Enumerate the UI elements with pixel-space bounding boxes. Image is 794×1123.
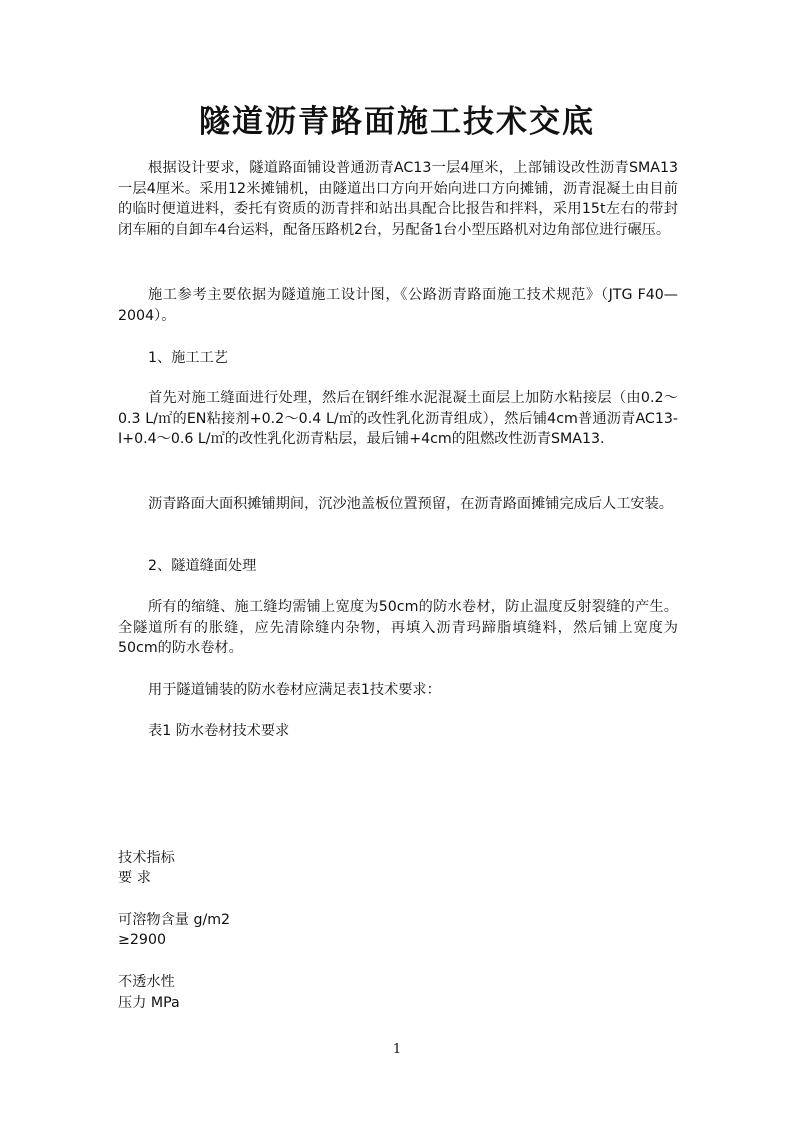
table-cell-pressure: 压力 MPa [118,995,180,1011]
page-number: 1 [392,1042,402,1057]
table-cell-header-requirement: 要 求 [118,870,151,886]
paragraph-sand-pit-cover: 沥青路面大面积摊铺期间，沉沙池盖板位置预留，在沥青路面摊铺完成后人工安装。 [148,496,673,512]
table-cell-soluble-content: 可溶物含量 g/m2 [118,912,231,928]
section-heading-joint-treatment: 2、隧道缝面处理 [148,558,257,574]
paragraph-process-steps: 首先对施工缝面进行处理，然后在钢纤维水泥混凝土面层上加防水粘接层（由0.2～0.3 L/㎡的EN粘接剂+0.2～0.4 L/㎡的改性乳化沥青组成），然后铺4cm普通沥青AC13-I+0.4～0.6 L/㎡的改性乳化沥青粘层，最后铺+4cm的阻燃改性沥青SMA13. [118,390,678,447]
paragraph-references: 施工参考主要依据为隧道施工设计图，《公路沥青路面施工技术规范》（JTG F40—2004）。 [118,287,678,324]
table-cell-header-indicator: 技术指标 [118,850,175,866]
paragraph-design-requirements: 根据设计要求，隧道路面铺设普通沥青AC13一层4厘米，上部铺设改性沥青SMA13一层4厘米。采用12米摊铺机，由隧道出口方向开始向进口方向摊铺，沥青混凝土由目前的临时便道进料，委托有资质的沥青拌和站出具配合比报告和拌料，采用15t左右的带封闭车厢的自卸车4台运料，配备压路机2台，另配备1台小型压路机对边角部位进行碾压。 [118,160,678,238]
section-heading-construction-process: 1、施工工艺 [148,350,228,366]
table-cell-soluble-content-value: ≥2900 [118,932,166,948]
table-caption: 表1 防水卷材技术要求 [148,723,290,739]
paragraph-membrane-requirement: 用于隧道铺装的防水卷材应满足表1技术要求： [148,682,441,698]
table-cell-impermeability: 不透水性 [118,974,175,990]
document-title: 隧道沥青路面施工技术交底 [199,104,595,140]
paragraph-joint-treatment: 所有的缩缝、施工缝均需铺上宽度为50cm的防水卷材，防止温度反射裂缝的产生。全隧道所有的胀缝，应先清除缝内杂物，再填入沥青玛蹄脂填缝料，然后铺上宽度为50cm的防水卷材。 [118,599,678,656]
